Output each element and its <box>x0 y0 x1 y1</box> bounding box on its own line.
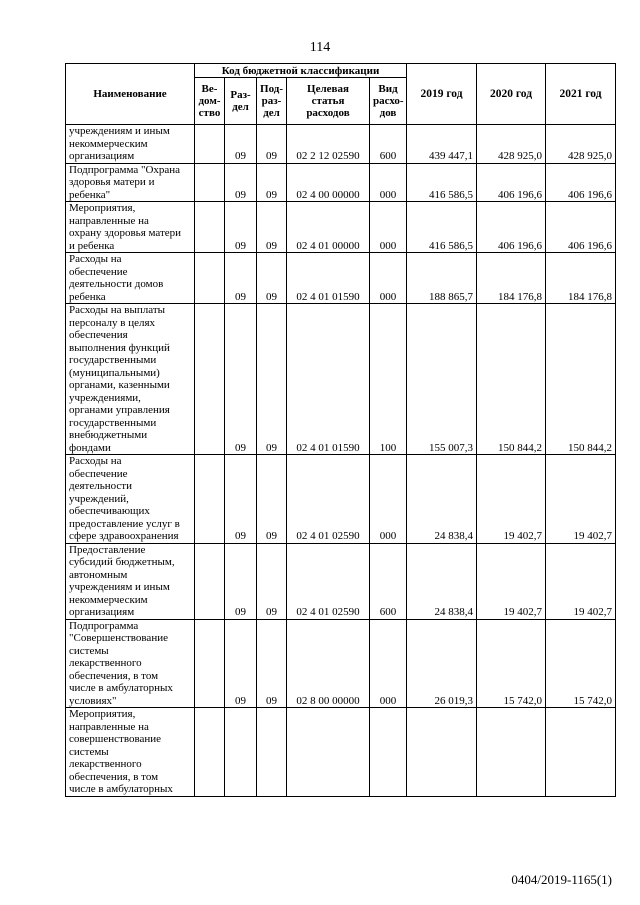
cell-amount-2020: 184 176,8 <box>477 253 546 304</box>
cell-amount-2019: 416 586,5 <box>407 163 477 202</box>
cell-expense-type: 000 <box>370 202 407 253</box>
table-row <box>66 253 616 304</box>
cell-amount-2019: 439 447,1 <box>407 125 477 164</box>
cell-amount-2020: 428 925,0 <box>477 125 546 164</box>
cell-target-article: 02 2 12 02590 <box>287 125 370 164</box>
cell-podrazdel: 09 <box>257 163 287 202</box>
cell-vedomstvo <box>195 125 225 164</box>
row-name: Подпрограмма "Совершенствование системы лекарственного обеспечения, в том числе в амбулаторных условиях" <box>66 619 195 708</box>
cell-amount-2019: 26 019,3 <box>407 619 477 708</box>
row-name: Подпрограмма "Охрана здоровья матери и ребенка" <box>66 163 195 202</box>
cell-vedomstvo <box>195 543 225 619</box>
cell-amount-2021: 19 402,7 <box>546 543 616 619</box>
cell-amount-2021: 15 742,0 <box>546 619 616 708</box>
table-row <box>66 304 616 455</box>
cell-vedomstvo <box>195 202 225 253</box>
cell-razdel: 09 <box>225 125 257 164</box>
cell-vedomstvo <box>195 708 225 797</box>
cell-expense-type: 100 <box>370 304 407 455</box>
page-number: 114 <box>309 40 331 55</box>
cell-razdel: 09 <box>225 455 257 544</box>
header-name: Наименование <box>66 64 195 125</box>
cell-amount-2021: 184 176,8 <box>546 253 616 304</box>
cell-podrazdel <box>257 708 287 797</box>
cell-podrazdel: 09 <box>257 125 287 164</box>
cell-expense-type: 000 <box>370 455 407 544</box>
table-body <box>66 125 616 797</box>
cell-amount-2021: 19 402,7 <box>546 455 616 544</box>
cell-vedomstvo <box>195 304 225 455</box>
cell-amount-2020: 406 196,6 <box>477 202 546 253</box>
cell-amount-2021: 406 196,6 <box>546 163 616 202</box>
cell-target-article: 02 4 01 02590 <box>287 455 370 544</box>
cell-expense-type: 000 <box>370 253 407 304</box>
row-name: Предоставление субсидий бюджетным, автономным учреждениям и иным некоммерческим организациям <box>66 543 195 619</box>
cell-podrazdel: 09 <box>257 304 287 455</box>
cell-target-article: 02 4 01 01590 <box>287 253 370 304</box>
row-name: Мероприятия, направленные на охрану здоровья матери и ребенка <box>66 202 195 253</box>
cell-expense-type <box>370 708 407 797</box>
cell-amount-2020: 19 402,7 <box>477 543 546 619</box>
cell-expense-type: 600 <box>370 543 407 619</box>
cell-podrazdel: 09 <box>257 202 287 253</box>
cell-razdel: 09 <box>225 202 257 253</box>
document-code: 0404/2019-1165(1) <box>511 872 612 887</box>
row-name: учреждениям и иным некоммерческим организациям <box>66 125 195 164</box>
cell-vedomstvo <box>195 163 225 202</box>
cell-amount-2019: 188 865,7 <box>407 253 477 304</box>
table-row <box>66 202 616 253</box>
cell-expense-type: 000 <box>370 163 407 202</box>
cell-vedomstvo <box>195 619 225 708</box>
header-podrazdel: Под- раз- дел <box>257 78 287 125</box>
cell-amount-2021: 406 196,6 <box>546 202 616 253</box>
header-razdel: Раз- дел <box>225 78 257 125</box>
table-row <box>66 125 616 164</box>
cell-amount-2020: 19 402,7 <box>477 455 546 544</box>
cell-target-article: 02 4 01 02590 <box>287 543 370 619</box>
cell-amount-2019: 24 838,4 <box>407 543 477 619</box>
cell-razdel <box>225 708 257 797</box>
row-name: Расходы на обеспечение деятельности учреждений, обеспечивающих предоставление услуг в сфере здравоохранения <box>66 455 195 544</box>
cell-target-article <box>287 708 370 797</box>
cell-amount-2019: 416 586,5 <box>407 202 477 253</box>
cell-amount-2020: 15 742,0 <box>477 619 546 708</box>
cell-amount-2020: 406 196,6 <box>477 163 546 202</box>
budget-table <box>65 63 616 797</box>
cell-podrazdel: 09 <box>257 619 287 708</box>
cell-podrazdel: 09 <box>257 253 287 304</box>
header-2021: 2021 год <box>546 64 616 125</box>
table-row <box>66 708 616 797</box>
cell-podrazdel: 09 <box>257 455 287 544</box>
cell-expense-type: 000 <box>370 619 407 708</box>
header-2019: 2019 год <box>407 64 477 125</box>
header-vedomstvo: Ве- дом- ство <box>195 78 225 125</box>
cell-vedomstvo <box>195 253 225 304</box>
cell-expense-type: 600 <box>370 125 407 164</box>
row-name: Расходы на обеспечение деятельности домов ребенка <box>66 253 195 304</box>
cell-amount-2019 <box>407 708 477 797</box>
table-row <box>66 455 616 544</box>
header-expense-type: Вид расхо- дов <box>370 78 407 125</box>
cell-razdel: 09 <box>225 253 257 304</box>
row-name: Мероприятия, направленные на совершенствование системы лекарственного обеспечения, в том числе в амбулаторных <box>66 708 195 797</box>
cell-amount-2020 <box>477 708 546 797</box>
cell-amount-2021: 150 844,2 <box>546 304 616 455</box>
header-2020: 2020 год <box>477 64 546 125</box>
cell-razdel: 09 <box>225 543 257 619</box>
cell-amount-2020: 150 844,2 <box>477 304 546 455</box>
cell-amount-2021 <box>546 708 616 797</box>
cell-vedomstvo <box>195 455 225 544</box>
table-row <box>66 619 616 708</box>
cell-target-article: 02 4 01 00000 <box>287 202 370 253</box>
table-row <box>66 163 616 202</box>
cell-amount-2019: 155 007,3 <box>407 304 477 455</box>
table-row <box>66 543 616 619</box>
cell-target-article: 02 4 01 01590 <box>287 304 370 455</box>
cell-razdel: 09 <box>225 619 257 708</box>
row-name: Расходы на выплаты персоналу в целях обеспечения выполнения функций государственными (муниципальными) органами, казенными учреждениями, органами управления государственными внебюджетными фондами <box>66 304 195 455</box>
cell-amount-2019: 24 838,4 <box>407 455 477 544</box>
cell-target-article: 02 4 00 00000 <box>287 163 370 202</box>
cell-podrazdel: 09 <box>257 543 287 619</box>
cell-razdel: 09 <box>225 304 257 455</box>
header-budget-code-group: Код бюджетной классификации <box>195 64 407 78</box>
cell-amount-2021: 428 925,0 <box>546 125 616 164</box>
cell-target-article: 02 8 00 00000 <box>287 619 370 708</box>
cell-razdel: 09 <box>225 163 257 202</box>
header-target-article: Целевая статья расходов <box>287 78 370 125</box>
